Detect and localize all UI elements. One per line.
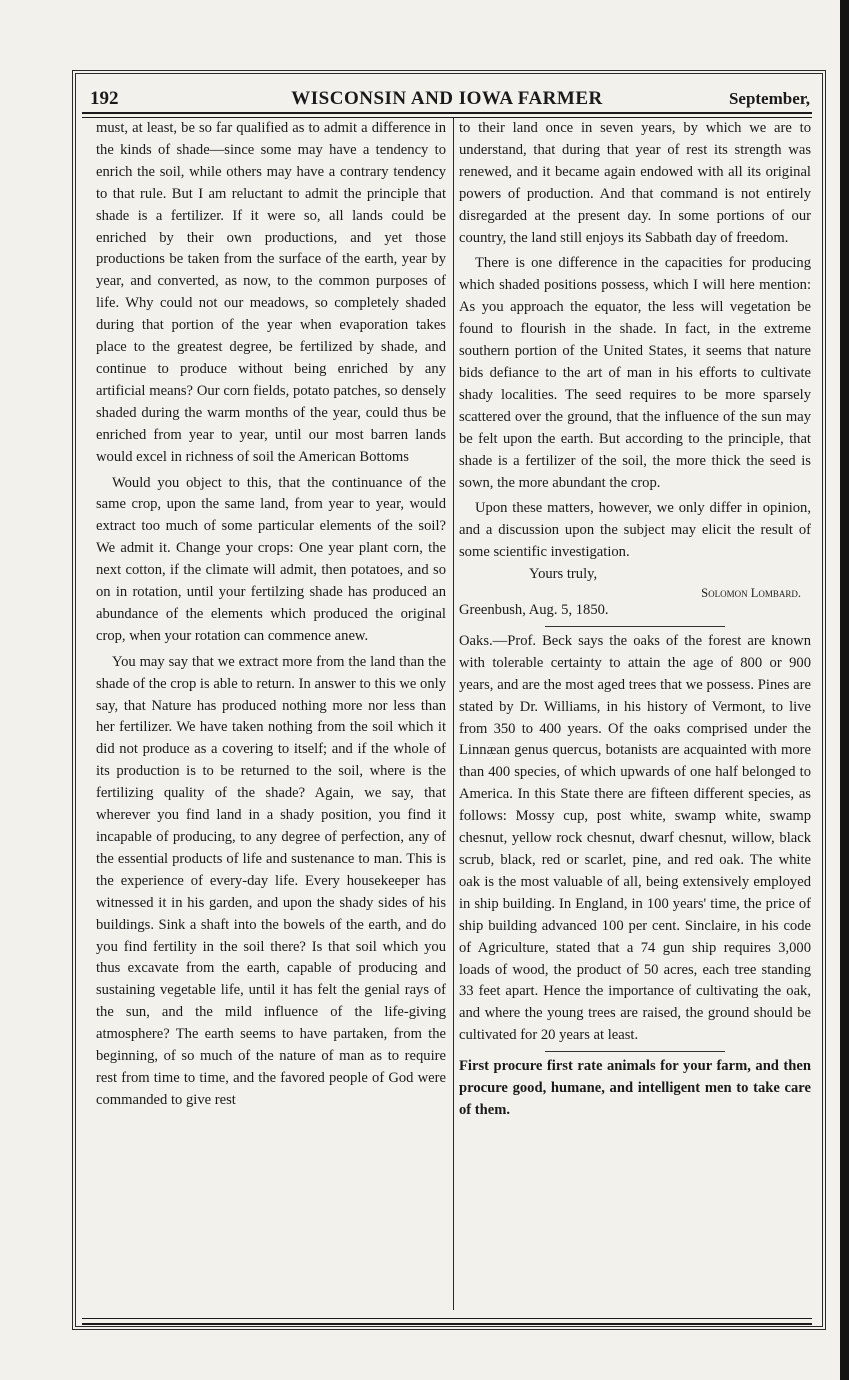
- column-divider: [453, 118, 454, 1310]
- section-rule: [545, 626, 725, 627]
- letter-signature: Solomon Lombard.: [701, 586, 801, 601]
- left-paragraph-1: must, at least, be so far qualified as to admit a difference in the kinds of shade—since some may have a tendency to enrich the soil, while others may have a contrary tendency to that rule. But I am reluctant to admit the principle that shade is a fertilizer. If it were so, all lands could be enriched by their own productions, and yet those productions be taken from the surface of the earth, year by year, and converted, as now, to the common purposes of life. Why could not our meadows, so completely shaded during that portion of the year when evaporation takes place to the greatest degree, be fertilized by shade, and continue to produce without being enriched by any artificial means? Our corn fields, potato patches, so densely shaded during the warm months of the year, could thus be enriched from year to year, until our most barren lands would excel in richness of soil the American Bottoms: [96, 120, 446, 465]
- right-column: [459, 118, 811, 1122]
- running-header: [82, 86, 812, 112]
- footer-rule: [82, 1318, 812, 1325]
- letter-dateline: Greenbush, Aug. 5, 1850.: [459, 602, 609, 619]
- right-paragraph-1: to their land once in seven years, by which we are to understand, that during that year of rest its strength was renewed, and it became again endowed with all its original powers of production. And that command is not entirely disregarded at the present day. In some portions of our country, the land still enjoys its Sabbath day of freedom.: [459, 120, 811, 246]
- page-edge-shadow: [840, 0, 849, 1380]
- page-number: 192: [90, 88, 119, 109]
- issue-month: September,: [728, 89, 810, 108]
- right-paragraph-2: There is one difference in the capacities for producing which shaded positions possess, which I will here mention: As you approach the equator, the less will vegetation be found to flourish in the shade. In fact, in the extreme southern portion of the United States, it seems that nature bids defiance to the art of man in his efforts to cultivate shady localities. The seed requires to be more sparsely scattered over the ground, that the influence of the sun may be felt upon the earth. But according to the principle, that shade is a fertilizer of the soil, the more thick the seed is sown, the more abundant the crop.: [459, 255, 811, 491]
- left-paragraph-3: You may say that we extract more from the land than the shade of the crop is able to return. In answer to this we only say, that Nature has produced nothing more nor less than her fertilizer. We have taken nothing from the soil which it did not produce as a covering to itself; and if the whole of its production is to be returned to the soil, where is the fertilizing quality of the shade? Again, we say, that wherever you find land in a shady position, you find it incapable of producing, to any degree of perfection, any of the essential products of life and sustenance to man. This is the experience of every-day life. Every housekeeper has witnessed it in his garden, and upon the shady sides of his buildings. Sink a shaft into the bowels of the earth, and do you find fertility in the soil there? Is that soil which you thus excavate from the earth, capable of producing and sustaining vegetable life, until it has felt the genial rays of the sun, and the mild influence of the life-giving atmosphere? The earth seems to have partaken, from the beginning, of so much of the nature of man as to require rest from time to time, and the favored people of God were commanded to give rest: [96, 653, 446, 1108]
- oaks-article: Oaks.—Prof. Beck says the oaks of the forest are known with tolerable certainty to attain the age of 800 or 900 years, and are the most aged trees that we possess. Pines are stated by Dr. Williams, in his history of Vermont, to live from 350 to 400 years. Of the oaks comprised under the Linnæan genus quercus, botanists are acquainted with more than 400 species, of which upwards of one half belonged to America. In this State there are fifteen different species, as follows: Mossy cup, post white, swamp white, swamp chesnut, yellow rock chesnut, dwarf chesnut, willow, black scrub, black, red or scarlet, pine, and red oak. The white oak is the most valuable of all, being extensively employed in ship building. In England, in 100 years' time, the price of ship building advanced 100 per cent. Sinclaire, in his code of Agriculture, stated that a 74 gun ship requires 3,000 loads of wood, the product of 50 acres, each tree standing 33 feet apart. Hence the importance of cultivating the oak, and where the young trees are raised, the ground should be cultivated for 20 years at least.: [459, 632, 811, 1044]
- publication-title: WISCONSIN AND IOWA FARMER: [291, 88, 603, 109]
- left-paragraph-2: Would you object to this, that the continuance of the same crop, upon the same land, from year to year, would extract too much of some particular elements of the soil? We admit it. Change your crops: One year plant corn, the next cotton, if the climate will admit, then potatoes, and so on in rotation, until your fertilzing shade has produced an abundance of the elements which produced the original crop, when your rotation can commence anew.: [96, 474, 446, 644]
- left-column: [96, 118, 446, 1112]
- right-paragraph-3: Upon these matters, however, we only differ in opinion, and a discussion upon the subject may elicit the result of some scientific investigation.: [459, 500, 811, 561]
- section-rule-2: [545, 1051, 725, 1052]
- letter-closing: Yours truly,: [529, 566, 598, 583]
- farm-tip: First procure first rate animals for your farm, and then procure good, humane, and intelligent men to take care of them.: [459, 1058, 811, 1118]
